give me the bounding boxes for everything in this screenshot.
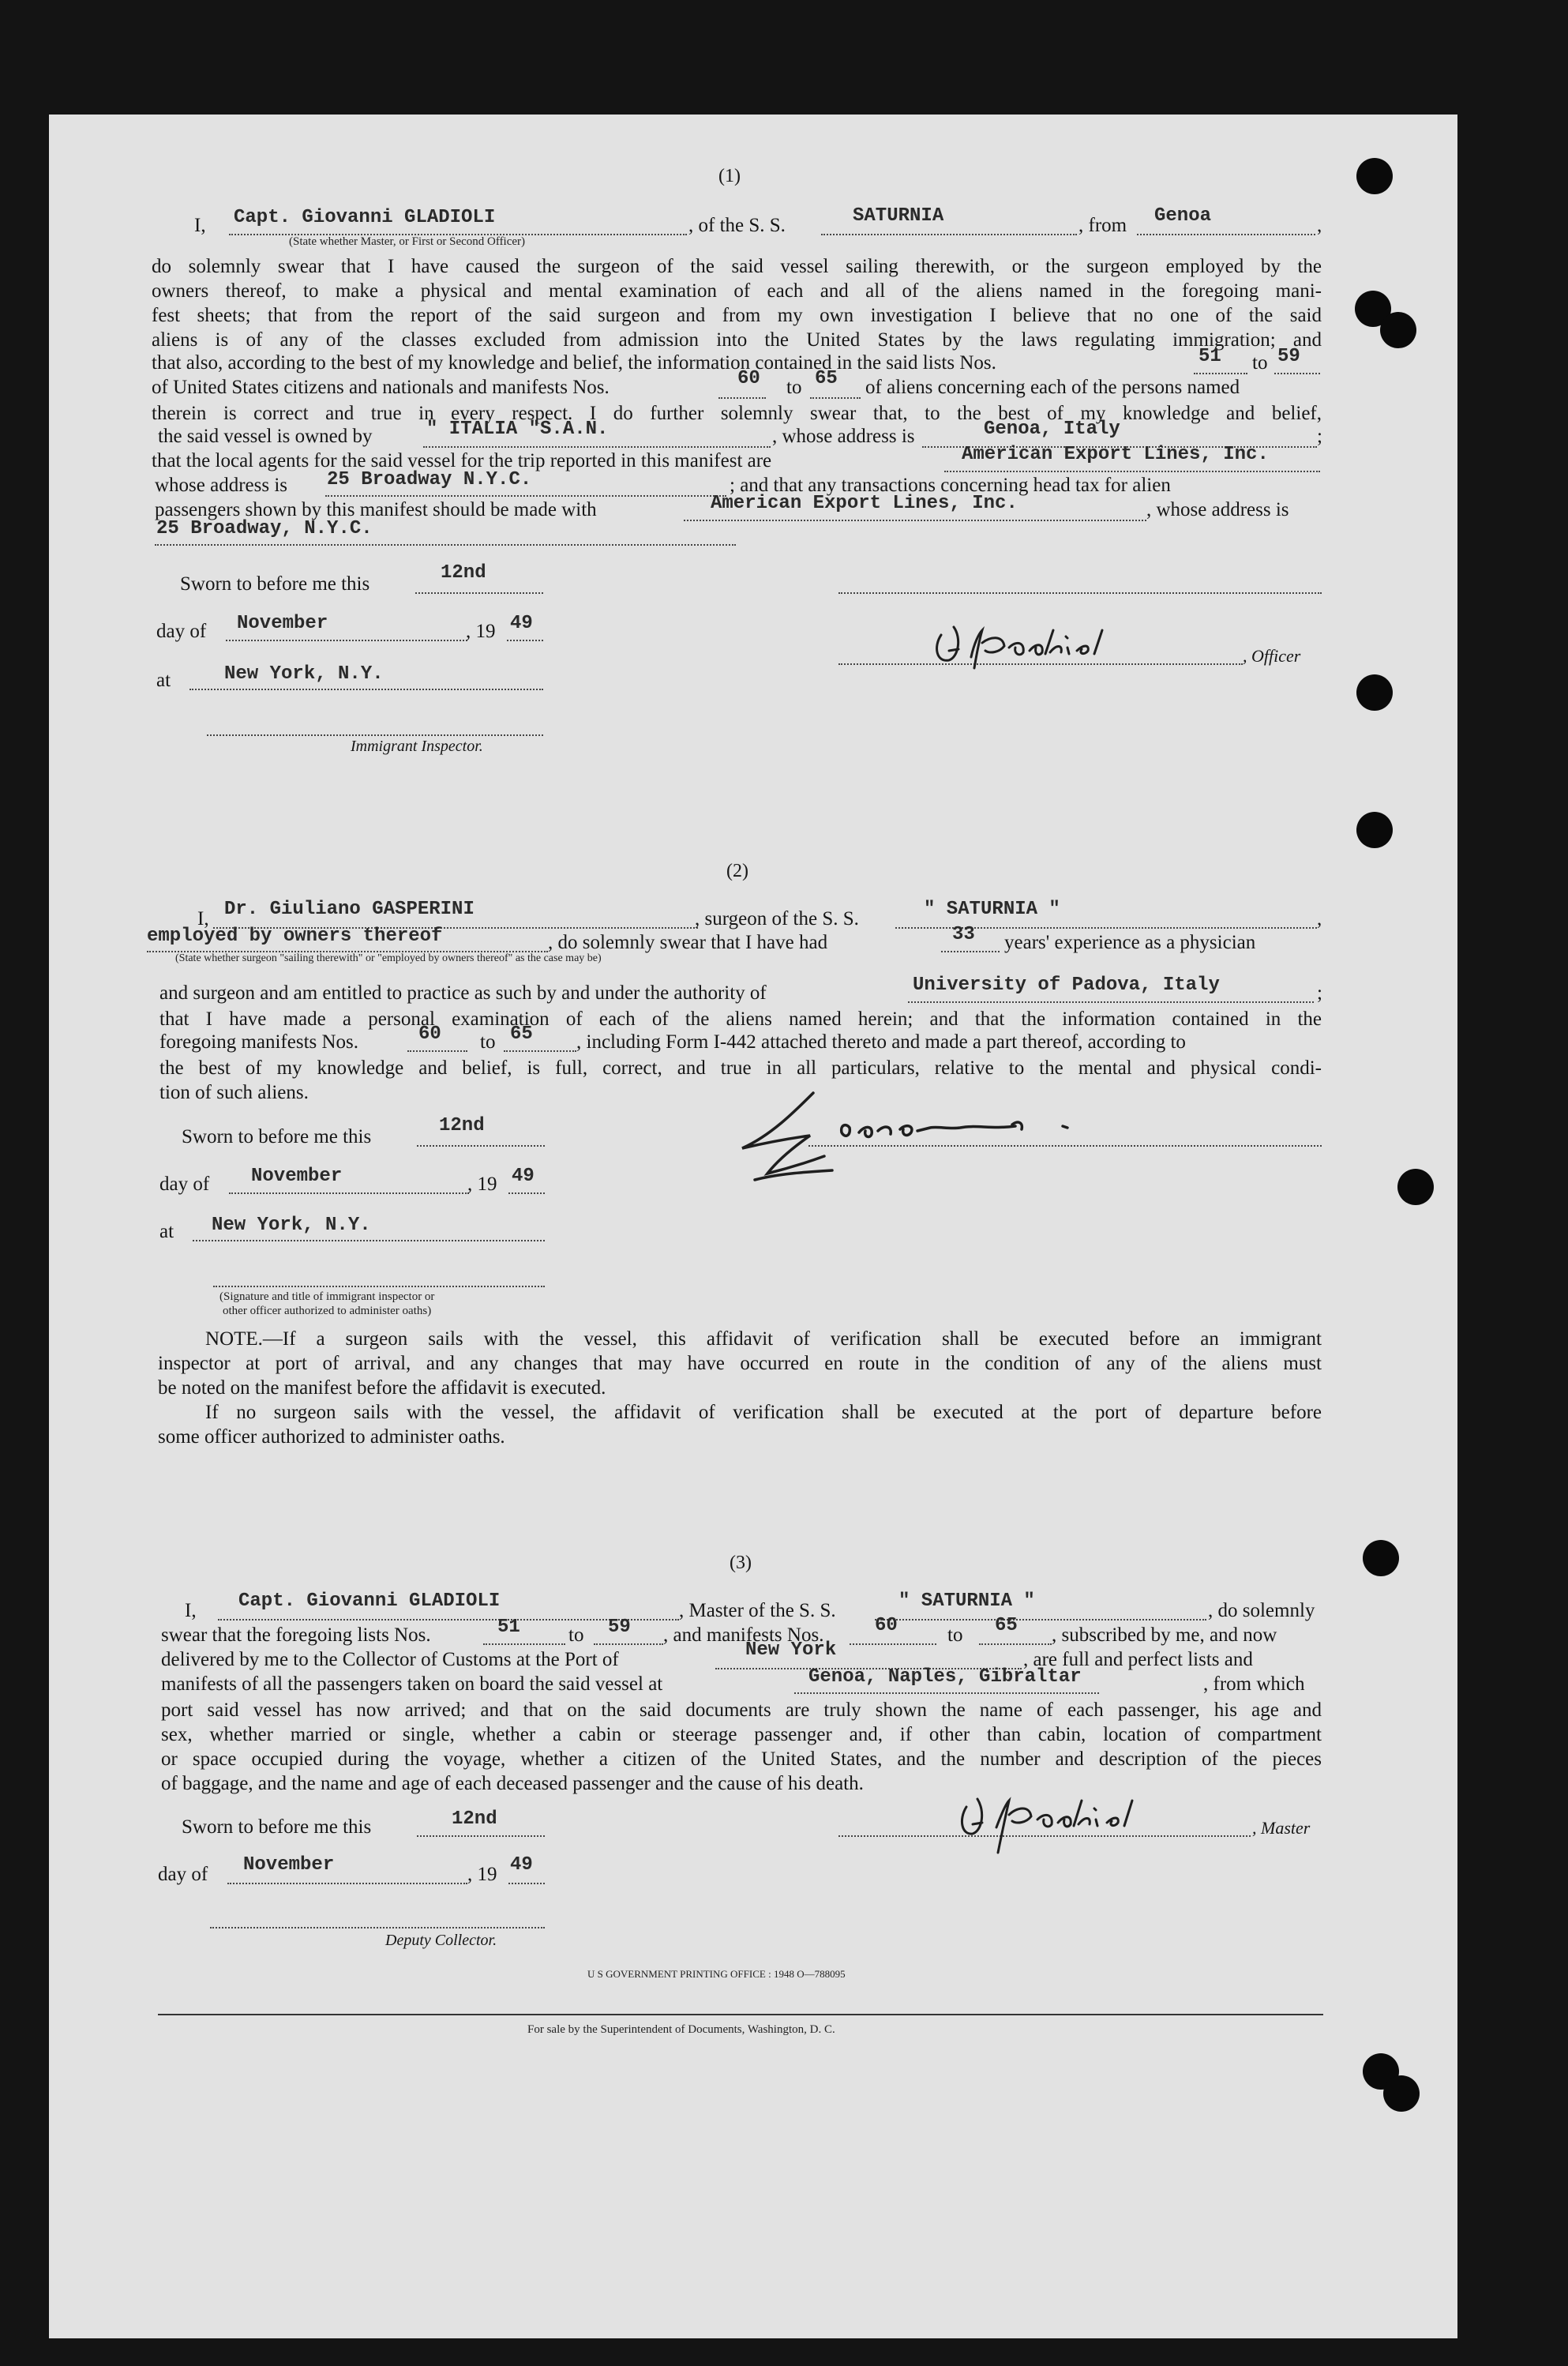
manifests-label: foregoing manifests Nos. <box>159 1031 359 1053</box>
month-line <box>226 640 467 641</box>
affidavit-line: owners thereof, to make a physical and mental examination of each and all of the aliens named in the foregoing mani- <box>152 280 1322 302</box>
head-tax-agent-line <box>684 520 1146 521</box>
sworn-day: 12nd <box>441 562 486 584</box>
owner-address: Genoa, Italy <box>984 419 1120 440</box>
subscribed-text: , subscribed by me, and now <box>1052 1624 1277 1646</box>
owner-name: " ITALIA "S.A.N. <box>426 419 609 440</box>
master-of-label: , Master of the S. S. <box>679 1600 836 1621</box>
affidavit-line: or space occupied during the voyage, whether a citizen of the United States, and the number and description of the pieces <box>161 1748 1322 1770</box>
place: New York, N.Y. <box>224 663 384 685</box>
sworn-day: 12nd <box>452 1808 497 1830</box>
manifests-to-line <box>810 397 861 399</box>
master-label: , Master <box>1252 1818 1311 1838</box>
agent-address: 25 Broadway N.Y.C. <box>327 469 532 490</box>
manifests-label: , and manifests Nos. <box>663 1624 824 1646</box>
surgeon-name: Dr. Giuliano GASPERINI <box>224 899 475 920</box>
affidavit-line: the best of my knowledge and belief, is full, correct, and true in all particulars, relative to the mental and physical condi- <box>159 1057 1322 1079</box>
passengers-label: passengers shown by this manifest should be made with <box>155 499 597 520</box>
manifests-to-line <box>979 1643 1052 1645</box>
surgeon-hint: (State whether surgeon "sailing therewith" or "employed by owners thereof" as the case may be) <box>175 952 602 964</box>
affidavit-line: that I have made a personal examination of each of the aliens named herein; and that the information contained in the <box>159 1008 1322 1030</box>
delivered-label: delivered by me to the Collector of Customs at the Port of <box>161 1649 619 1670</box>
ship-name: " SATURNIA " <box>898 1590 1035 1612</box>
ship-name-line <box>875 1619 1206 1621</box>
surgeon-of-label: , surgeon of the S. S. <box>695 908 859 930</box>
lists-from: 51 <box>497 1617 520 1638</box>
note-line: NOTE.—If a surgeon sails with the vessel, this affidavit of verification shall be executed before an immigrant <box>205 1328 1322 1350</box>
year-prefix: , 19 <box>467 1174 497 1195</box>
lists-label: that also, according to the best of my knowledge and belief, the information contained in the said lists Nos. <box>152 352 996 374</box>
month: November <box>251 1166 343 1187</box>
place-line <box>193 1240 545 1241</box>
sworn-day-line <box>415 592 543 594</box>
lists-to-line <box>594 1643 663 1645</box>
signature-hint: (Signature and title of immigrant inspector or <box>219 1290 435 1303</box>
to-label: to <box>947 1624 963 1646</box>
year-line <box>507 640 543 641</box>
footer-rule <box>158 2014 1323 2015</box>
sworn-day-line <box>417 1835 545 1837</box>
from-which-text: , from which <box>1203 1673 1305 1695</box>
to-label: to <box>786 377 802 398</box>
sworn-label: Sworn to before me this <box>182 1816 372 1838</box>
head-tax-text: ; and that any transactions concerning head tax for alien <box>730 475 1171 496</box>
from-port-line <box>1137 234 1315 235</box>
place: New York, N.Y. <box>212 1215 371 1236</box>
surgeon-signature <box>731 1080 1157 1199</box>
sale-notice: For sale by the Superintendent of Documents, Washington, D. C. <box>527 2023 835 2036</box>
lists-from-line <box>483 1643 565 1645</box>
section-number-1: (1) <box>718 166 741 186</box>
affidavit-line: therein is correct and true in every respect. I do further solemnly swear that, to the best of my knowledge and belief, <box>152 403 1322 424</box>
agents-line <box>944 471 1320 472</box>
punch-hole <box>1356 158 1393 194</box>
affidavit-line: of baggage, and the name and age of each deceased passenger and the cause of his death. <box>161 1773 864 1794</box>
affiant-intro: I, <box>185 1600 197 1621</box>
year: 49 <box>510 1854 533 1876</box>
master-name: Capt. Giovanni GLADIOLI <box>238 1590 501 1612</box>
ship-name: " SATURNIA " <box>924 899 1060 920</box>
punch-hole <box>1356 674 1393 711</box>
captain-name: Capt. Giovanni GLADIOLI <box>234 207 496 228</box>
sworn-day-line <box>417 1145 545 1147</box>
officer-signature <box>927 619 1187 674</box>
day-of-label: day of <box>156 621 207 642</box>
affiant-intro: I, <box>194 215 206 236</box>
full-text: , are full and perfect lists and <box>1023 1649 1253 1670</box>
day-of-label: day of <box>159 1174 210 1195</box>
note-line: be noted on the manifest before the affidavit is executed. <box>158 1377 606 1399</box>
year: 49 <box>512 1166 535 1187</box>
sworn-label: Sworn to before me this <box>180 573 370 595</box>
comma: , <box>1317 908 1322 930</box>
from-port: Genoa <box>1154 205 1212 227</box>
manifests-from: 60 <box>875 1615 898 1636</box>
owned-by-label: the said vessel is owned by <box>158 426 373 447</box>
affidavit-line: tion of such aliens. <box>159 1082 309 1103</box>
month: November <box>243 1854 335 1876</box>
to-label: to <box>568 1624 584 1646</box>
month: November <box>237 613 328 634</box>
manifests-from: 60 <box>418 1023 441 1045</box>
whose-address-label: , whose address is <box>772 426 915 447</box>
manifests-to: 65 <box>815 368 838 389</box>
place-line <box>189 689 543 690</box>
punch-hole <box>1383 2075 1420 2112</box>
ship-name: SATURNIA <box>853 205 944 227</box>
whose-address-label: , whose address is <box>1146 499 1289 520</box>
authority-label: and surgeon and am entitled to practice as such by and under the authority of <box>159 982 767 1004</box>
note-line: inspector at port of arrival, and any changes that may have occurred en route in the condition of any of the aliens must <box>158 1353 1322 1374</box>
lists-to-line <box>1274 373 1320 374</box>
affiant-intro: I, <box>197 908 209 930</box>
head-tax-agent: American Export Lines, Inc. <box>711 493 1018 514</box>
from-label: , from <box>1078 215 1127 236</box>
note-line: some officer authorized to administer oaths. <box>158 1426 505 1448</box>
inspector-signature-line <box>207 734 543 736</box>
day-of-label: day of <box>158 1864 208 1885</box>
experience-text: , do solemnly swear that I have had <box>548 932 828 953</box>
sworn-label: Sworn to before me this <box>182 1126 372 1147</box>
punch-hole <box>1356 812 1393 848</box>
affidavit-line: fest sheets; that from the report of the said surgeon and from my own investigation I believe that no one of the said <box>152 305 1322 326</box>
affidavit-line: port said vessel has now arrived; and that on the said documents are truly shown the name of each passenger, his age and <box>161 1699 1322 1721</box>
semicolon: ; <box>1317 982 1322 1004</box>
punch-hole <box>1380 312 1416 348</box>
manifests-from: 60 <box>737 368 760 389</box>
year-prefix: , 19 <box>467 1864 497 1885</box>
local-agents: American Export Lines, Inc. <box>962 444 1269 465</box>
to-label: to <box>1252 352 1268 374</box>
employment: employed by owners thereof <box>147 926 443 947</box>
gpo-imprint: U S GOVERNMENT PRINTING OFFICE : 1948 O—788095 <box>587 1968 846 1980</box>
blank-line <box>838 592 1322 594</box>
years-line <box>941 951 1000 952</box>
agents-label: that the local agents for the said vessel for the trip reported in this manifest are <box>152 450 772 471</box>
including-text: , including Form I-442 attached thereto and made a part thereof, according to <box>576 1031 1186 1053</box>
ports-of-call: Genoa, Naples, Gibraltar <box>808 1666 1082 1688</box>
to-label: to <box>480 1031 496 1053</box>
signature-hint: other officer authorized to administer oaths) <box>223 1305 432 1317</box>
head-tax-address: 25 Broadway, N.Y.C. <box>156 518 373 539</box>
inspector-signature-line <box>213 1286 545 1287</box>
port: New York <box>745 1639 837 1661</box>
lists-from-line <box>1194 373 1247 374</box>
sworn-day: 12nd <box>439 1115 485 1136</box>
year: 49 <box>510 613 533 634</box>
semicolon: ; <box>1317 426 1322 447</box>
years-text: years' experience as a physician <box>1004 932 1256 953</box>
agent-address-label: whose address is <box>155 475 288 496</box>
month-line <box>229 1192 469 1194</box>
lists-to: 59 <box>1277 346 1300 367</box>
affidavit-line: do solemnly swear that I have caused the surgeon of the said vessel sailing therewith, or the surgeon employed by the <box>152 256 1322 277</box>
lists-from: 51 <box>1199 346 1221 367</box>
agent-address-line <box>325 495 726 497</box>
year-prefix: , 19 <box>466 621 496 642</box>
ship-name-line <box>821 234 1077 235</box>
master-signature <box>952 1788 1205 1859</box>
manifests-label: of United States citizens and nationals and manifests Nos. <box>152 377 610 398</box>
manifests-from-line <box>850 1643 936 1645</box>
month-line <box>227 1883 467 1884</box>
manifests-all-label: manifests of all the passengers taken on board the said vessel at <box>161 1673 663 1695</box>
section-number-2: (2) <box>726 861 748 881</box>
manifests-to: 65 <box>510 1023 533 1045</box>
manifests-from-line <box>718 397 766 399</box>
authority: University of Padova, Italy <box>913 975 1220 996</box>
collector-label: Deputy Collector. <box>385 1932 497 1949</box>
authority-line <box>908 1001 1314 1003</box>
at-label: at <box>159 1221 174 1242</box>
years-experience: 33 <box>952 924 975 945</box>
master-hint: (State whether Master, or First or Second Officer) <box>289 235 526 248</box>
of-the-ss-label: , of the S. S. <box>688 215 786 236</box>
owner-line <box>423 446 771 448</box>
manifests-to: 65 <box>995 1615 1018 1636</box>
manifests-to-line <box>504 1050 576 1052</box>
ports-of-call-line <box>794 1692 1099 1694</box>
head-tax-address-line <box>155 544 736 546</box>
at-label: at <box>156 670 171 691</box>
inspector-label: Immigrant Inspector. <box>351 738 483 755</box>
comma: , <box>1317 215 1322 236</box>
lists-label: swear that the foregoing lists Nos. <box>161 1624 431 1646</box>
punch-hole <box>1363 1540 1399 1576</box>
affidavit-line: aliens is of any of the classes excluded from admission into the United States by the laws regulating immigration; and <box>152 329 1322 351</box>
officer-label: , Officer <box>1243 646 1301 666</box>
collector-signature-line <box>210 1927 545 1928</box>
year-line <box>508 1883 545 1884</box>
solemnly-text: , do solemnly <box>1208 1600 1315 1621</box>
aliens-concerning-text: of aliens concerning each of the persons named <box>865 377 1240 398</box>
affidavit-line: sex, whether married or single, whether a cabin or steerage passenger and, if other than cabin, location of compartment <box>161 1724 1322 1745</box>
punch-hole <box>1397 1169 1434 1205</box>
year-line <box>508 1192 545 1194</box>
section-number-3: (3) <box>730 1553 752 1573</box>
note-line: If no surgeon sails with the vessel, the affidavit of verification shall be executed at the port of departure before <box>205 1402 1322 1423</box>
lists-to: 59 <box>608 1617 631 1638</box>
manifests-from-line <box>407 1050 467 1052</box>
